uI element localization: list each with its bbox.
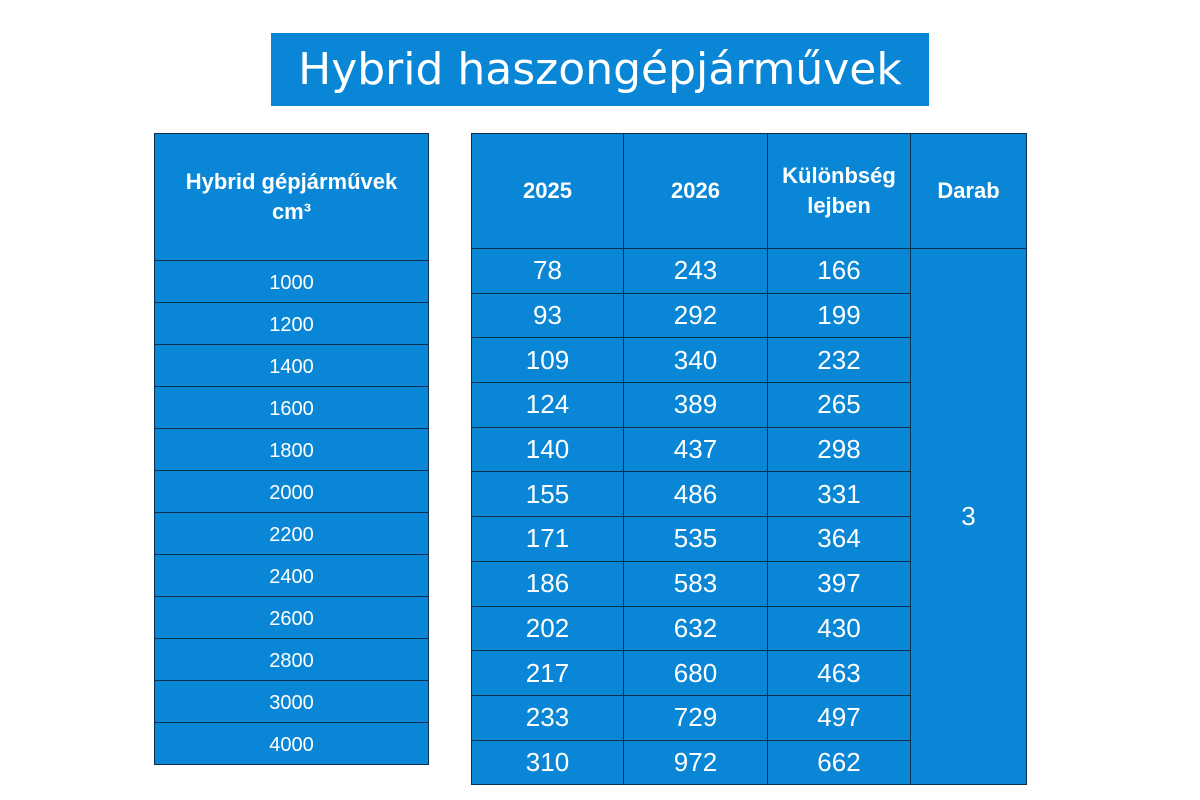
page-title: Hybrid haszongépjárművek bbox=[271, 33, 929, 106]
engine-size-cell: 2000 bbox=[155, 471, 429, 513]
difference-cell: 662 bbox=[768, 740, 911, 785]
engine-size-cell: 1000 bbox=[155, 261, 429, 303]
difference-cell: 166 bbox=[768, 249, 911, 294]
table-row bbox=[155, 429, 429, 471]
value-2026-cell: 292 bbox=[624, 293, 768, 338]
engine-size-cell: 2200 bbox=[155, 513, 429, 555]
header-difference bbox=[768, 134, 911, 249]
value-2025-cell: 140 bbox=[472, 427, 624, 472]
value-2026-cell: 583 bbox=[624, 561, 768, 606]
difference-cell: 199 bbox=[768, 293, 911, 338]
table-row bbox=[155, 681, 429, 723]
value-2026-cell: 486 bbox=[624, 472, 768, 517]
value-2025-cell: 93 bbox=[472, 293, 624, 338]
value-2025-cell: 233 bbox=[472, 695, 624, 740]
engine-size-rows bbox=[155, 261, 429, 765]
difference-cell: 430 bbox=[768, 606, 911, 651]
header-difference-line2: lejben bbox=[807, 193, 871, 218]
value-2026-cell: 389 bbox=[624, 383, 768, 428]
header-2025: 2025 bbox=[472, 134, 624, 249]
value-2025-cell: 202 bbox=[472, 606, 624, 651]
header-2026: 2026 bbox=[624, 134, 768, 249]
engine-size-cell: 4000 bbox=[155, 723, 429, 765]
engine-size-table bbox=[154, 133, 429, 765]
table-row bbox=[155, 597, 429, 639]
table-row bbox=[155, 555, 429, 597]
value-2026-cell: 680 bbox=[624, 651, 768, 696]
table-row bbox=[155, 345, 429, 387]
table-row bbox=[155, 723, 429, 765]
value-2025-cell: 155 bbox=[472, 472, 624, 517]
engine-size-cell: 2800 bbox=[155, 639, 429, 681]
value-2026-cell: 243 bbox=[624, 249, 768, 294]
difference-cell: 463 bbox=[768, 651, 911, 696]
value-2025-cell: 217 bbox=[472, 651, 624, 696]
engine-size-cell: 2600 bbox=[155, 597, 429, 639]
value-2025-cell: 124 bbox=[472, 383, 624, 428]
engine-size-cell: 2400 bbox=[155, 555, 429, 597]
value-2025-cell: 78 bbox=[472, 249, 624, 294]
engine-size-header-line2: cm³ bbox=[271, 199, 312, 224]
header-count: Darab bbox=[911, 134, 1027, 249]
difference-cell: 232 bbox=[768, 338, 911, 383]
difference-cell: 265 bbox=[768, 383, 911, 428]
value-2026-cell: 535 bbox=[624, 517, 768, 562]
engine-size-cell: 1800 bbox=[155, 429, 429, 471]
difference-cell: 397 bbox=[768, 561, 911, 606]
value-2025-cell: 310 bbox=[472, 740, 624, 785]
value-2026-cell: 729 bbox=[624, 695, 768, 740]
engine-size-header bbox=[155, 134, 429, 261]
value-2026-cell: 972 bbox=[624, 740, 768, 785]
table-row bbox=[155, 303, 429, 345]
difference-cell: 364 bbox=[768, 517, 911, 562]
table-row bbox=[155, 513, 429, 555]
tax-table bbox=[471, 133, 1027, 785]
value-2026-cell: 340 bbox=[624, 338, 768, 383]
engine-size-cell: 1400 bbox=[155, 345, 429, 387]
value-2025-cell: 186 bbox=[472, 561, 624, 606]
table-row bbox=[472, 249, 1027, 294]
difference-cell: 497 bbox=[768, 695, 911, 740]
value-2026-cell: 437 bbox=[624, 427, 768, 472]
value-2026-cell: 632 bbox=[624, 606, 768, 651]
count-cell: 3 bbox=[911, 249, 1027, 785]
engine-size-cell: 3000 bbox=[155, 681, 429, 723]
engine-size-cell: 1200 bbox=[155, 303, 429, 345]
value-2025-cell: 109 bbox=[472, 338, 624, 383]
difference-cell: 331 bbox=[768, 472, 911, 517]
value-2025-cell: 171 bbox=[472, 517, 624, 562]
difference-cell: 298 bbox=[768, 427, 911, 472]
table-row bbox=[155, 387, 429, 429]
table-row bbox=[155, 471, 429, 513]
header-difference-line1: Különbség bbox=[782, 163, 896, 188]
table-row bbox=[155, 639, 429, 681]
tax-rows bbox=[472, 249, 1027, 785]
table-row bbox=[155, 261, 429, 303]
engine-size-header-line1: Hybrid gépjárművek bbox=[185, 169, 398, 194]
engine-size-cell: 1600 bbox=[155, 387, 429, 429]
